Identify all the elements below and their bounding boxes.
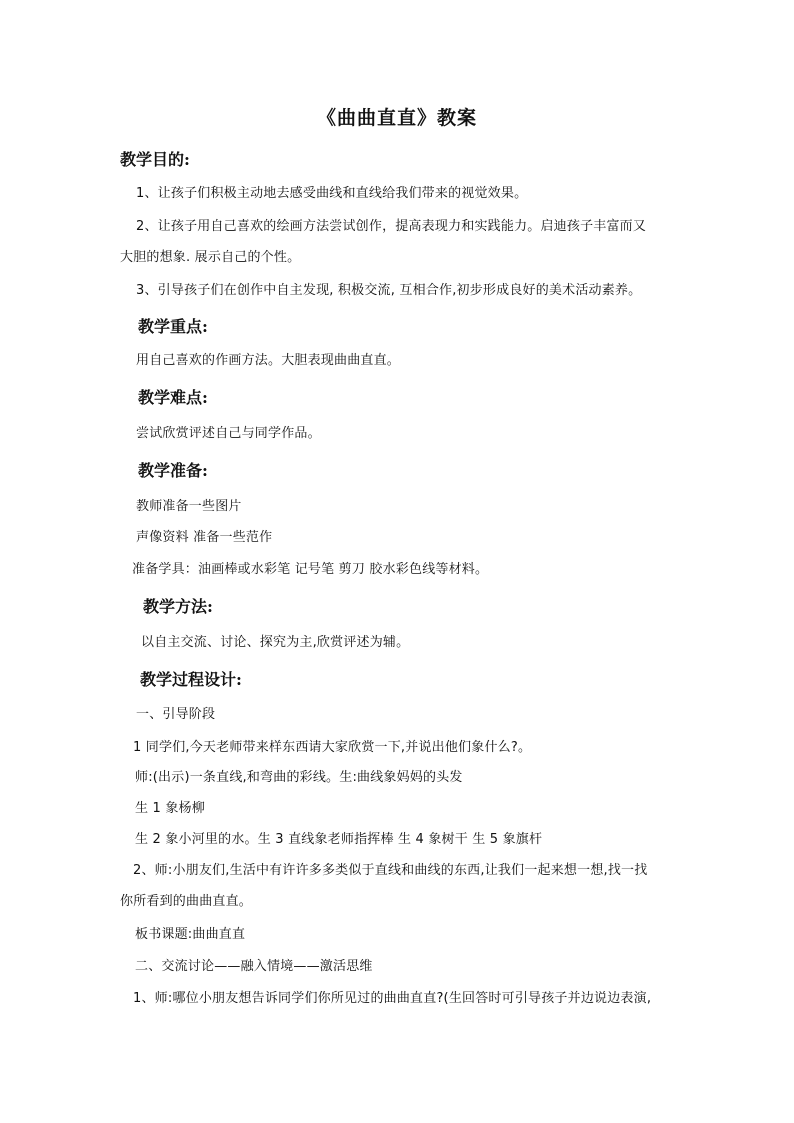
objective-item-continued: 大胆的想象. 展示自己的个性。 bbox=[120, 250, 301, 265]
process-line: 板书课题:曲曲直直 bbox=[135, 927, 246, 942]
preparation-line: 声像资料 准备一些范作 bbox=[136, 530, 273, 545]
process-line: 师:(出示)一条直线,和弯曲的彩线。生:曲线象妈妈的头发 bbox=[135, 770, 463, 785]
preparation-heading: 教学准备: bbox=[138, 461, 208, 480]
objective-item: 1、让孩子们积极主动地去感受曲线和直线给我们带来的视觉效果。 bbox=[136, 186, 528, 201]
key-points-text: 用自己喜欢的作画方法。大胆表现曲曲直直。 bbox=[136, 353, 401, 368]
key-points-heading: 教学重点: bbox=[138, 317, 208, 336]
difficulties-text: 尝试欣赏评述自己与同学作品。 bbox=[136, 426, 321, 441]
process-line: 1、师:哪位小朋友想告诉同学们你所见过的曲曲直直?(生回答时可引导孩子并边说边表演, bbox=[133, 991, 652, 1006]
objective-item: 2、让孩子用自己喜欢的绘画方法尝试创作，提高表现力和实践能力。启迪孩子丰富而又 bbox=[136, 219, 647, 234]
process-line: 生 2 象小河里的水。生 3 直线象老师指挥棒 生 4 象树干 生 5 象旗杆 bbox=[135, 832, 543, 847]
document-title: 《曲曲直直》教案 bbox=[316, 107, 477, 129]
preparation-line: 教师准备一些图片 bbox=[136, 499, 242, 514]
preparation-line: 准备学具：油画棒或水彩笔 记号笔 剪刀 胶水彩色线等材料。 bbox=[132, 562, 489, 577]
objective-item: 3、引导孩子们在创作中自主发现, 积极交流, 互相合作,初步形成良好的美术活动素养。 bbox=[136, 283, 642, 298]
difficulties-heading: 教学难点: bbox=[138, 388, 208, 407]
process-line: 生 1 象杨柳 bbox=[135, 801, 205, 816]
process-heading: 教学过程设计: bbox=[140, 670, 242, 689]
process-line: 2、师:小朋友们,生活中有许许多多类似于直线和曲线的东西,让我们一起来想一想,找一找 bbox=[133, 863, 648, 878]
process-line: 一、引导阶段 bbox=[136, 707, 216, 722]
process-line: 1 同学们,今天老师带来样东西请大家欣赏一下,并说出他们象什么?。 bbox=[133, 740, 532, 755]
process-line: 二、交流讨论——融入情境——激活思维 bbox=[135, 959, 373, 974]
process-line-continued: 你所看到的曲曲直直。 bbox=[120, 894, 253, 909]
methods-text: 以自主交流、讨论、探究为主,欣赏评述为辅。 bbox=[141, 635, 410, 650]
methods-heading: 教学方法: bbox=[143, 597, 213, 616]
objectives-heading: 教学目的: bbox=[120, 150, 190, 169]
